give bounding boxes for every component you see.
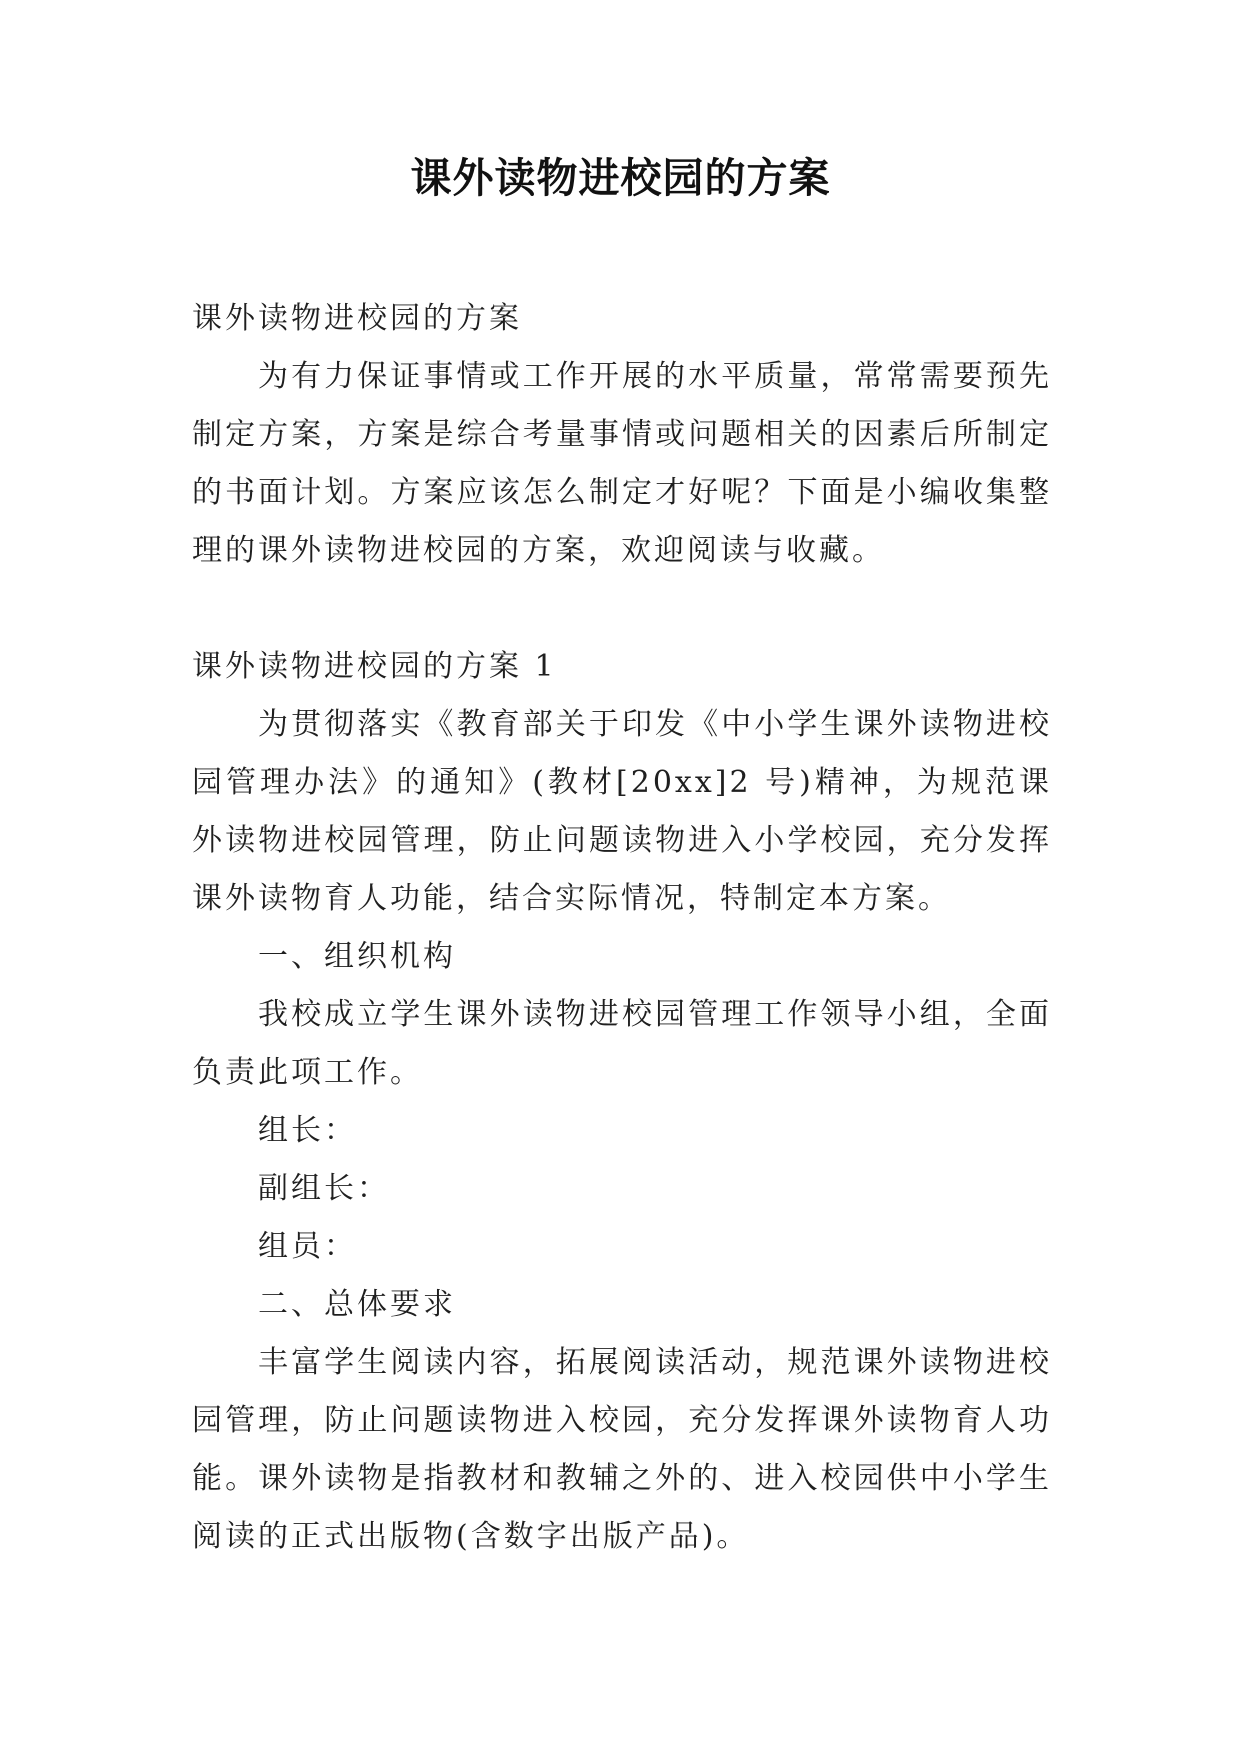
leader-line: 组长： <box>258 1113 357 1148</box>
purpose-paragraph: 为贯彻落实《教育部关于印发《中小学生课外读物进校园管理办法》的通知》(教材[20xx]2 号)精神，为规范课外读物进校园管理，防止问题读物进入小学校园，充分发挥课外读物育人功能，结合实际情况，特制定本方案。 <box>192 707 1052 916</box>
document-title: 课外读物进校园的方案 <box>410 154 831 202</box>
intro-paragraph: 为有力保证事情或工作开展的水平质量，常常需要预先制定方案，方案是综合考量事情或问题相关的因素后所制定的书面计划。方案应该怎么制定才好呢？下面是小编收集整理的课外读物进校园的方案，欢迎阅读与收藏。 <box>192 359 1052 568</box>
members-line: 组员： <box>258 1229 357 1264</box>
document-body <box>192 290 1052 1566</box>
section-heading: 课外读物进校园的方案 <box>192 301 522 336</box>
organization-paragraph: 我校成立学生课外读物进校园管理工作领导小组，全面负责此项工作。 <box>192 997 1052 1090</box>
subheading-requirements: 二、总体要求 <box>258 1287 456 1322</box>
section-heading-1: 课外读物进校园的方案 1 <box>192 649 557 684</box>
deputy-leader-line: 副组长： <box>258 1171 390 1206</box>
paragraph-gap <box>192 580 1052 638</box>
subheading-organization: 一、组织机构 <box>258 939 456 974</box>
requirements-paragraph: 丰富学生阅读内容，拓展阅读活动，规范课外读物进校园管理，防止问题读物进入校园，充分发挥课外读物育人功能。课外读物是指教材和教辅之外的、进入校园供中小学生阅读的正式出版物(含数字出版产品)。 <box>192 1345 1052 1554</box>
